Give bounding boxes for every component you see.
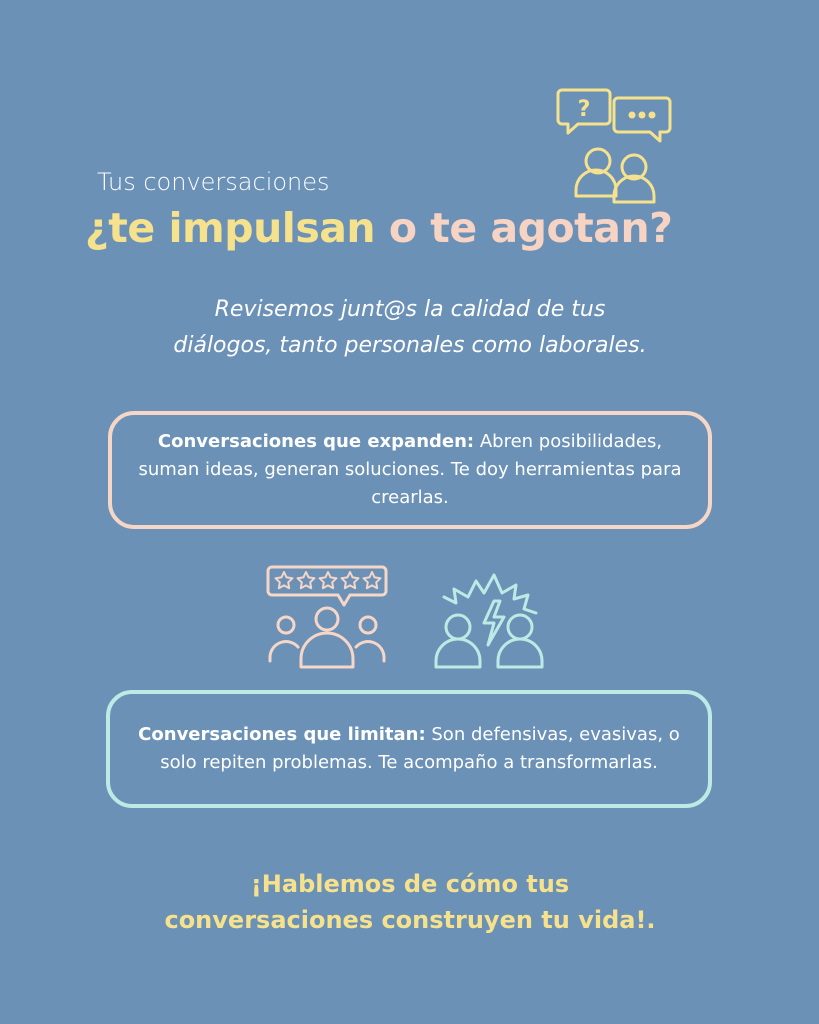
svg-text:?: ? <box>577 97 591 122</box>
conflict-people-icon <box>424 569 554 673</box>
card-limit-title: Conversaciones que limitan: <box>138 724 426 745</box>
card-expand-text: Abren posibilidades, suman ideas, generan soluciones. Te doy herramientas para crearlas. <box>138 431 682 508</box>
headline-part-agotan: o te agotan? <box>375 204 673 252</box>
card-limit-text: Son defensivas, evasivas, o solo repiten problemas. Te acompaño a transformarlas. <box>160 724 680 773</box>
intro-line-1: Revisemos junt@s la calidad de tus <box>214 297 606 322</box>
headline-part-impulsan: ¿te impulsan <box>85 204 376 252</box>
intro-line-2: diálogos, tanto personales como laborales. <box>173 333 647 358</box>
cta-line-1: ¡Hablemos de cómo tus <box>250 870 570 898</box>
card-limit <box>106 690 712 808</box>
card-limit-content <box>128 721 690 777</box>
card-expand-content <box>130 428 690 512</box>
card-expand-title: Conversaciones que expanden: <box>157 431 475 452</box>
chat-bubbles-people-icon <box>556 84 676 208</box>
page-title <box>85 204 672 252</box>
intro-text <box>60 292 760 364</box>
small-title: Tus conversaciones <box>97 168 330 196</box>
rating-group-icon <box>264 563 390 673</box>
cta-line-2: conversaciones construyen tu vida!. <box>164 906 656 934</box>
card-expand <box>108 411 712 529</box>
call-to-action <box>40 866 780 938</box>
